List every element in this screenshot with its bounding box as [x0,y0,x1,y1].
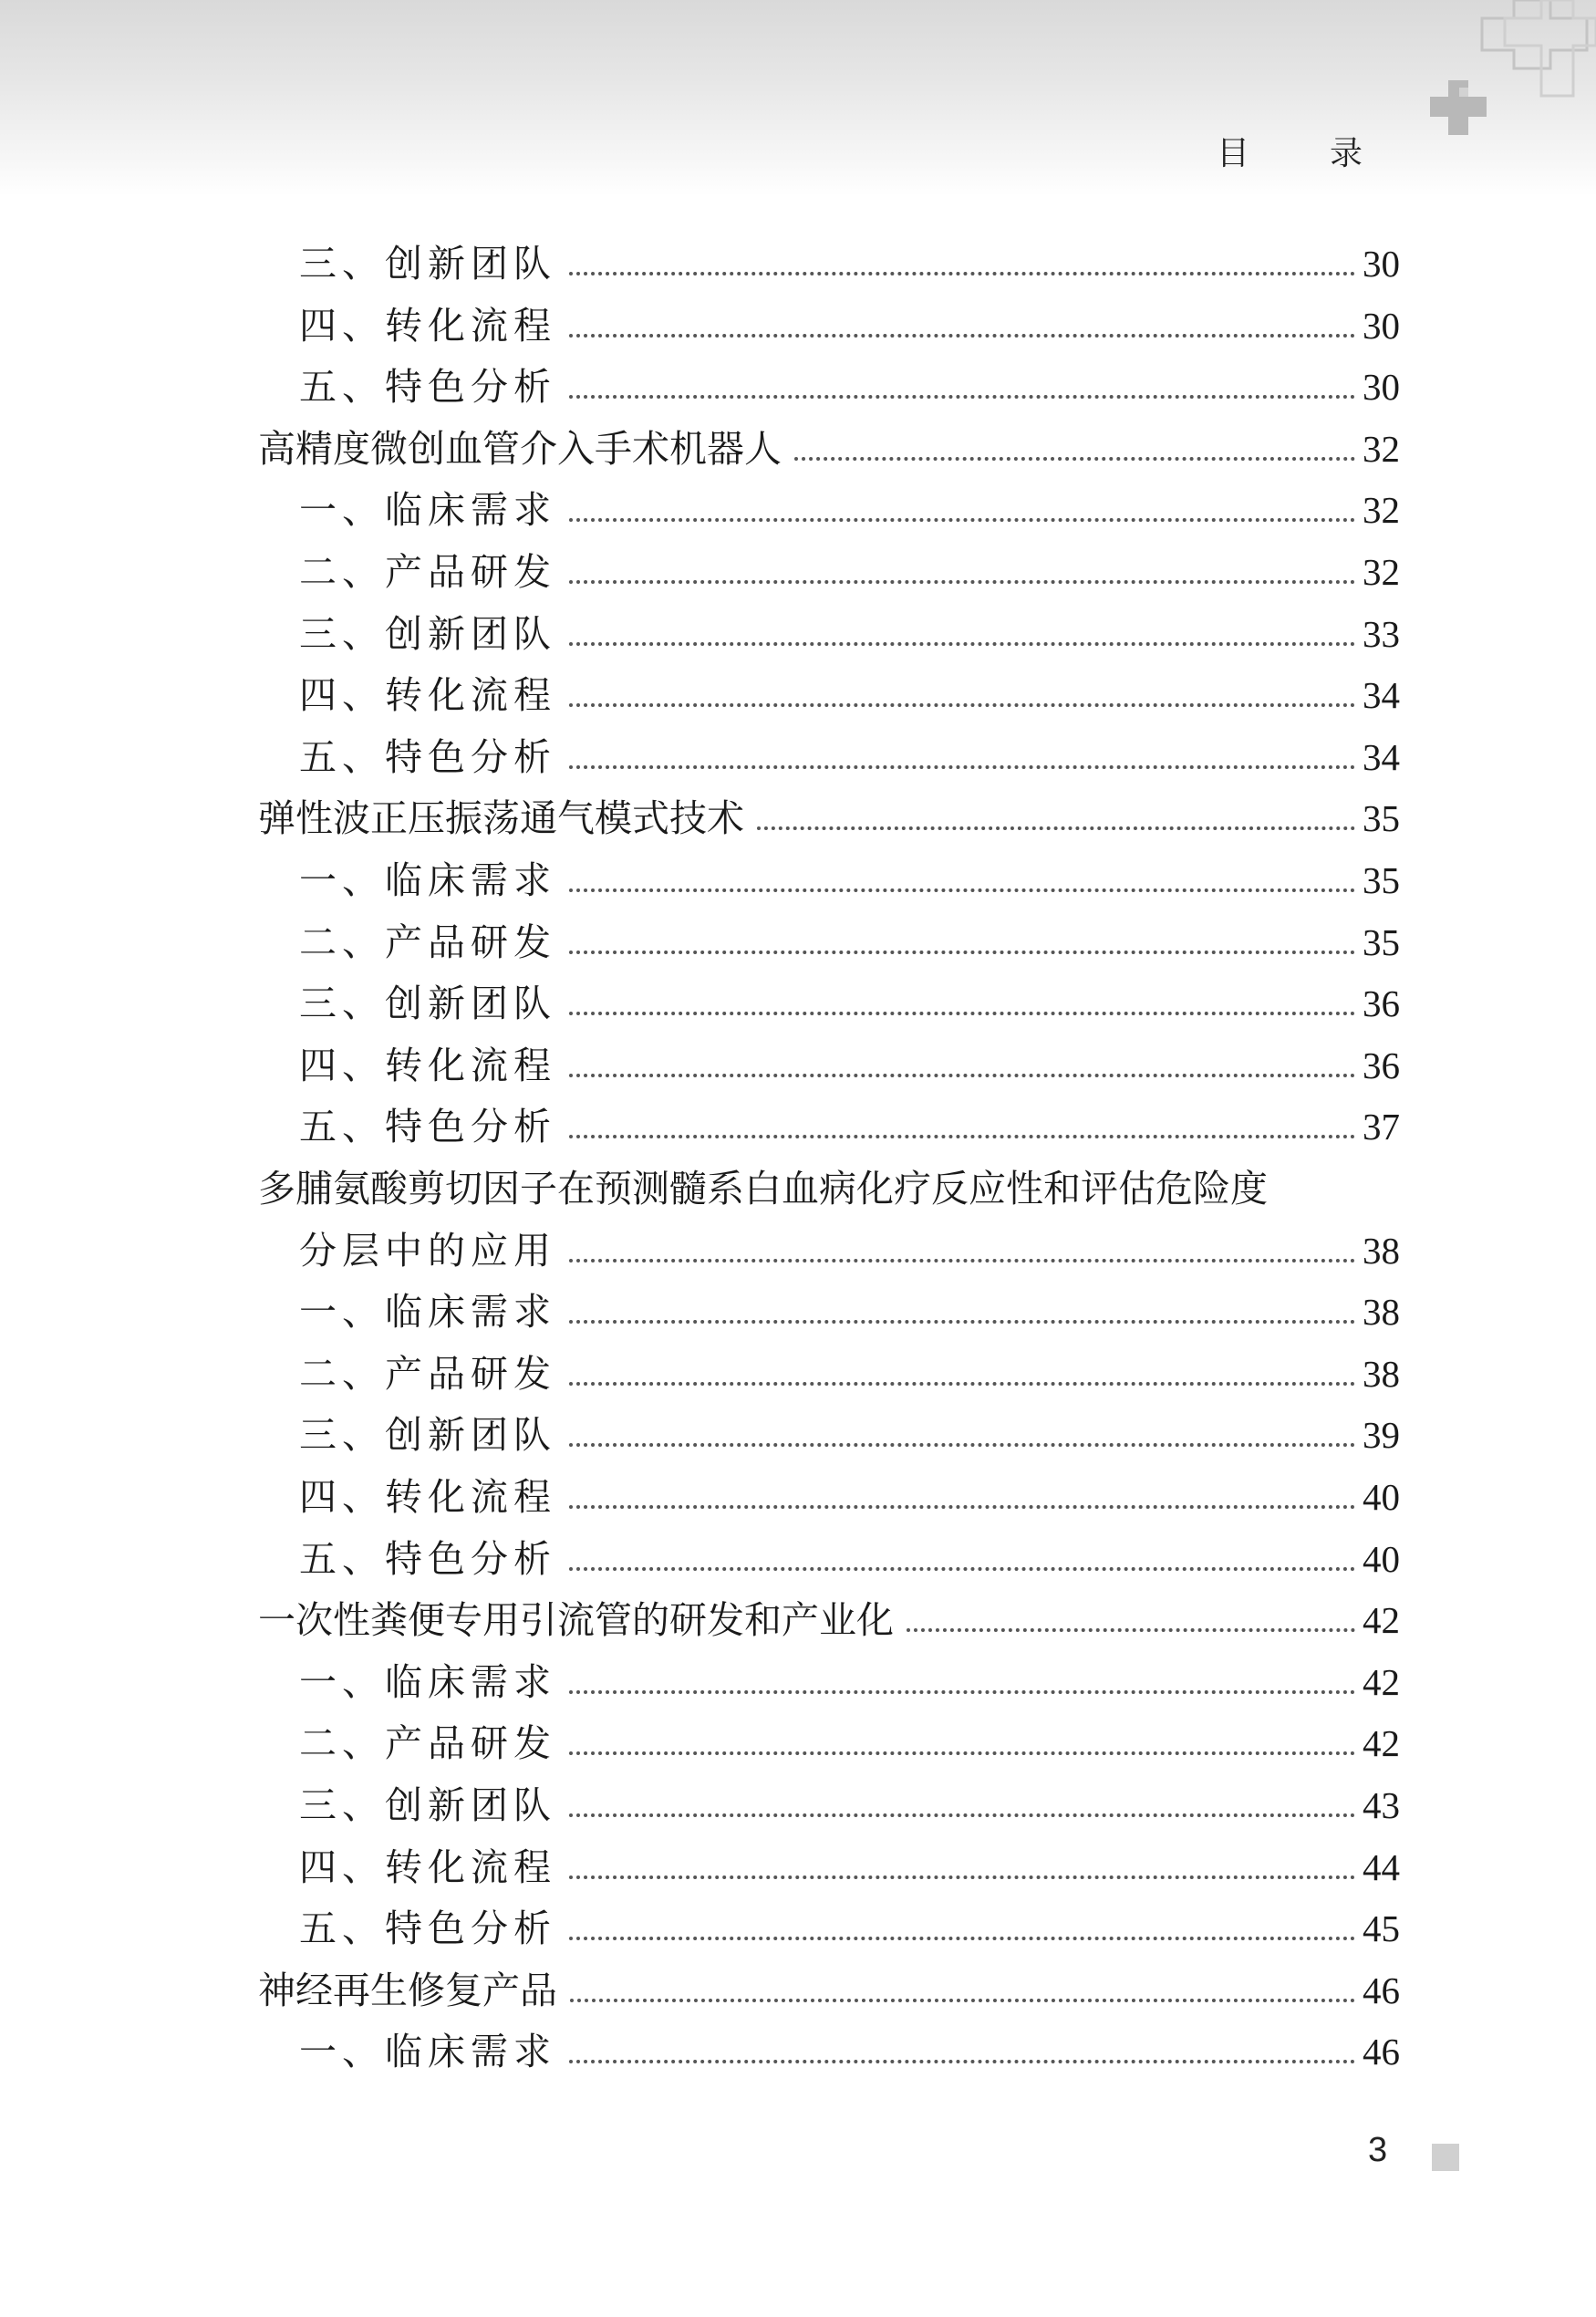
toc-leader-dots [569,1443,1355,1447]
toc-entry[interactable] [299,670,1400,720]
toc-entry[interactable] [258,424,1400,473]
toc-entry[interactable] [299,1102,1400,1151]
toc-entry[interactable] [299,1226,1400,1275]
toc-leader-dots [569,1074,1355,1077]
toc-entry-page: 39 [1363,1414,1400,1456]
toc-entry-page: 34 [1363,736,1400,778]
toc-entry-page: 42 [1363,1599,1400,1641]
toc-entry-title: 分层中的应用 [299,1229,556,1273]
toc-leader-dots [569,1382,1355,1386]
toc-entry[interactable] [299,918,1400,967]
toc-leader-dots [569,518,1355,522]
toc-entry-page: 38 [1363,1353,1400,1395]
toc-entry[interactable] [258,794,1400,843]
toc-leader-dots [569,334,1355,338]
toc-leader-dots [569,951,1355,954]
toc-leader-dots [570,1999,1355,2002]
toc-entry-page: 35 [1363,797,1400,839]
toc-entry-title: 一、临床需求 [299,2030,556,2073]
toc-entry-title: 一、临床需求 [299,1660,556,1704]
toc-leader-dots [794,457,1355,461]
toc-entry[interactable] [299,1410,1400,1460]
toc-entry[interactable] [258,1164,1400,1213]
toc-leader-dots [569,1259,1355,1262]
toc-leader-dots [757,826,1355,830]
toc-entry-title: 多脯氨酸剪切因子在预测髓系白血病化疗反应性和评估危险度 [258,1167,1268,1210]
toc-entry-title: 四、转化流程 [299,1475,556,1519]
toc-entry-title: 四、转化流程 [299,304,556,348]
toc-leader-dots [569,395,1355,399]
toc-entry-page: 40 [1363,1476,1400,1518]
toc-entry-page: 33 [1363,613,1400,655]
toc-entry-page: 45 [1363,1907,1400,1949]
toc-entry-title: 二、产品研发 [299,1352,556,1396]
toc-entry[interactable] [299,485,1400,535]
toc-leader-dots [569,1567,1355,1571]
page-corner-square [1432,2144,1459,2171]
toc-entry[interactable] [258,1595,1400,1645]
toc-entry[interactable] [299,1719,1400,1768]
toc-entry-page: 46 [1363,2031,1400,2073]
toc-entry[interactable] [299,979,1400,1028]
toc-entry-title: 四、转化流程 [299,1044,556,1087]
toc-entry-page: 36 [1363,982,1400,1024]
toc-leader-dots [569,2060,1355,2063]
toc-entry-title: 四、转化流程 [299,673,556,717]
toc-entry-title: 弹性波正压振荡通气模式技术 [258,796,744,840]
toc-entry-title: 三、创新团队 [299,1413,556,1457]
toc-entry-title: 神经再生修复产品 [258,1969,557,2012]
header-title: 目 录 [1216,135,1386,172]
toc-leader-dots [569,1937,1355,1940]
toc-entry-page: 35 [1363,921,1400,963]
toc-entry-title: 二、产品研发 [299,920,556,964]
toc-entry-title: 四、转化流程 [299,1845,556,1889]
toc-entry[interactable] [299,1843,1400,1892]
toc-entry[interactable] [299,1904,1400,1953]
toc-entry[interactable] [299,547,1400,597]
toc-leader-dots [569,1813,1355,1817]
toc-entry-title: 三、创新团队 [299,612,556,656]
toc-entry-title: 三、创新团队 [299,1783,556,1827]
toc-entry[interactable] [299,1472,1400,1522]
toc-entry-title: 五、特色分析 [299,1537,556,1581]
toc-entry-page: 46 [1363,1969,1400,2011]
toc-leader-dots [569,765,1355,769]
toc-entry-page: 30 [1363,305,1400,347]
toc-entry[interactable] [299,1041,1400,1090]
toc-entry[interactable] [299,1534,1400,1584]
toc-entry-page: 32 [1363,489,1400,531]
toc-leader-dots [569,642,1355,646]
toc-entry-title: 一、临床需求 [299,1290,556,1334]
toc-entry[interactable] [299,239,1400,288]
toc-entry-page: 42 [1363,1722,1400,1764]
toc-entry-title: 五、特色分析 [299,365,556,409]
toc-leader-dots [569,1135,1355,1138]
toc-leader-dots [907,1628,1355,1632]
toc-leader-dots [569,272,1355,275]
toc-entry-page: 40 [1363,1538,1400,1580]
toc-leader-dots [569,703,1355,707]
toc-entry-title: 一、临床需求 [299,488,556,532]
toc-entry-title: 五、特色分析 [299,1907,556,1950]
page-number: 3 [1368,2131,1388,2169]
toc-entry[interactable] [299,301,1400,350]
toc-entry[interactable] [299,1349,1400,1398]
toc-entry-title: 五、特色分析 [299,735,556,779]
toc-entry[interactable] [299,856,1400,905]
toc-entry-title: 五、特色分析 [299,1105,556,1148]
toc-entry-page: 35 [1363,859,1400,901]
toc-entry-page: 42 [1363,1661,1400,1703]
toc-entry[interactable] [299,362,1400,411]
toc-entry-page: 43 [1363,1784,1400,1826]
toc-entry-page: 34 [1363,674,1400,716]
toc-entry[interactable] [258,1966,1400,2015]
toc-leader-dots [569,1012,1355,1015]
toc-entry-page: 32 [1363,428,1400,470]
toc-entry-page: 38 [1363,1230,1400,1272]
toc-leader-dots [569,1751,1355,1755]
toc-entry-title: 二、产品研发 [299,550,556,594]
toc-entry[interactable] [299,733,1400,782]
toc-entry-page: 38 [1363,1291,1400,1333]
toc-entry-title: 二、产品研发 [299,1721,556,1765]
toc-leader-dots [569,580,1355,584]
toc-entry-page: 44 [1363,1846,1400,1888]
toc-entry[interactable] [299,1287,1400,1336]
toc-leader-dots [569,888,1355,892]
toc-leader-dots [569,1505,1355,1509]
toc-entry[interactable] [299,2027,1400,2076]
toc-entry-title: 高精度微创血管介入手术机器人 [258,427,782,471]
toc-entry-page: 36 [1363,1044,1400,1086]
toc-leader-dots [569,1320,1355,1324]
toc-leader-dots [569,1690,1355,1694]
toc-entry-page: 32 [1363,551,1400,593]
toc-entry-page: 37 [1363,1106,1400,1148]
toc-entry-title: 三、创新团队 [299,242,556,286]
toc-entry-page: 30 [1363,243,1400,285]
toc-leader-dots [569,1875,1355,1879]
toc-entry[interactable] [299,1781,1400,1830]
toc-entry[interactable] [299,609,1400,659]
toc-entry-title: 一、临床需求 [299,858,556,902]
toc-entry[interactable] [299,1657,1400,1707]
toc-entry-title: 一次性粪便专用引流管的研发和产业化 [258,1598,894,1642]
toc-entry-title: 三、创新团队 [299,982,556,1025]
toc-entry-page: 30 [1363,366,1400,408]
